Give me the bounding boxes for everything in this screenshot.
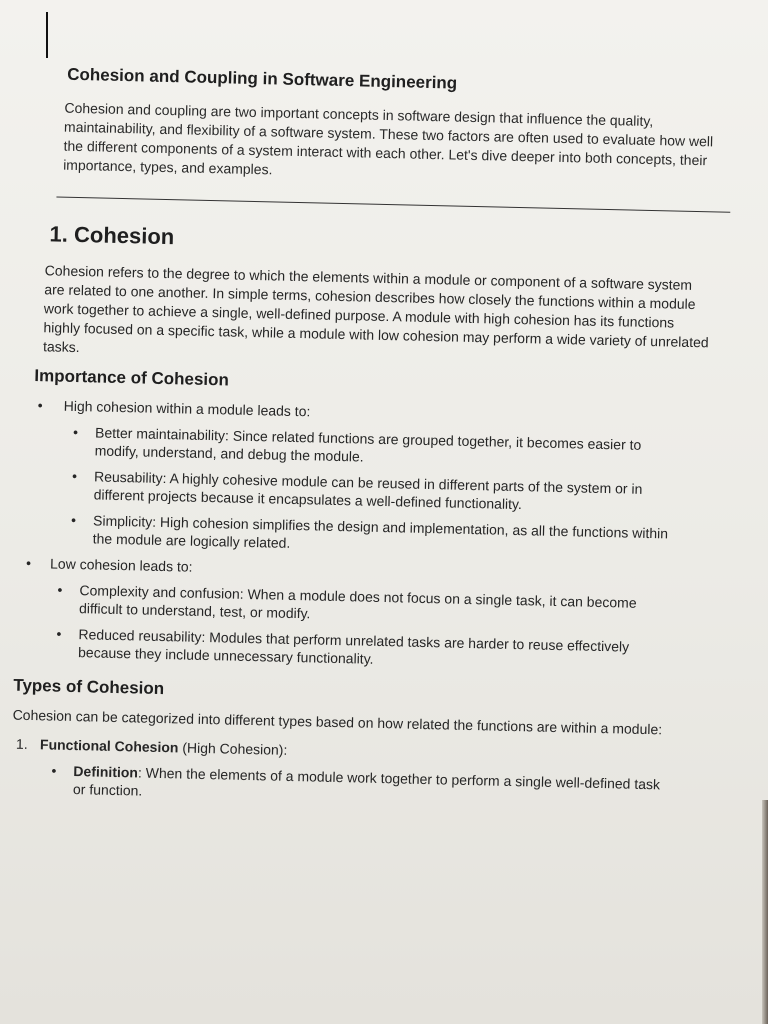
- high-cohesion-text: within a module leads to:: [152, 399, 311, 420]
- horizontal-rule: [56, 197, 730, 213]
- list-item: • Simplicity: High cohesion simplifies the design and implementation, as all the functions within the module are logically related.: [93, 511, 684, 560]
- low-cohesion-label: Low cohesion: [49, 555, 136, 574]
- low-cohesion-text: leads to:: [135, 557, 193, 575]
- types-intro-paragraph: Cohesion can be categorized into different types based on how related the functions are within a module:: [12, 706, 663, 738]
- document-title: Cohesion and Coupling in Software Engineering: [67, 64, 458, 93]
- functional-cohesion-label: Functional Cohesion: [39, 736, 179, 756]
- list-item: • Reusability: A highly cohesive module can be reused in different parts of the system or in different projects because it encapsulates a well-defined functionality.: [94, 467, 685, 516]
- page-edge-shadow: [762, 800, 768, 1024]
- definition-text: : When the elements of a module work together to perform a single well-defined task or function.: [72, 764, 661, 799]
- types-list: [19, 735, 700, 812]
- list-item: • Reduced reusability: Modules that perform unrelated tasks are harder to reuse effectively because they include unnecessary functionality.: [78, 625, 669, 674]
- definition-item: [73, 762, 664, 811]
- list-item: • Better maintainability: Since related functions are grouped together, it becomes easier to modify, understand, and debug the module.: [94, 423, 685, 472]
- types-heading: Types of Cohesion: [13, 675, 165, 699]
- importance-heading: Importance of Cohesion: [34, 366, 230, 390]
- list-item: • Complexity and confusion: When a module does not focus on a single task, it can become difficult to understand, test, or modify.: [79, 581, 670, 630]
- high-cohesion-label: High cohesion: [63, 397, 153, 416]
- cohesion-definition-paragraph: Cohesion refers to the degree to which the elements within a module or component of a software system are related to one another. In simple terms, cohesion describes how closely the functions within a module work together to achieve a single, well-defined purpose. A module with high cohesion has its functions highly focused on a specific task, while a module with low cohesion may perform a wide variety of unrelated tasks.: [42, 262, 709, 356]
- importance-list: [22, 396, 708, 675]
- intro-paragraph: Cohesion and coupling are two important concepts in software design that influence the quality, maintainability, and flexibility of a software system. These two factors are often used to evaluate how well the different components of a system interact with each other. Let's dive deeper into both concepts, their importance, types, and examples.: [62, 99, 714, 178]
- functional-cohesion-text: (High Cohesion):: [178, 739, 288, 758]
- definition-label: Definition: [73, 763, 139, 781]
- document-content: [12, 40, 716, 820]
- section-heading-cohesion: 1. Cohesion: [49, 221, 175, 250]
